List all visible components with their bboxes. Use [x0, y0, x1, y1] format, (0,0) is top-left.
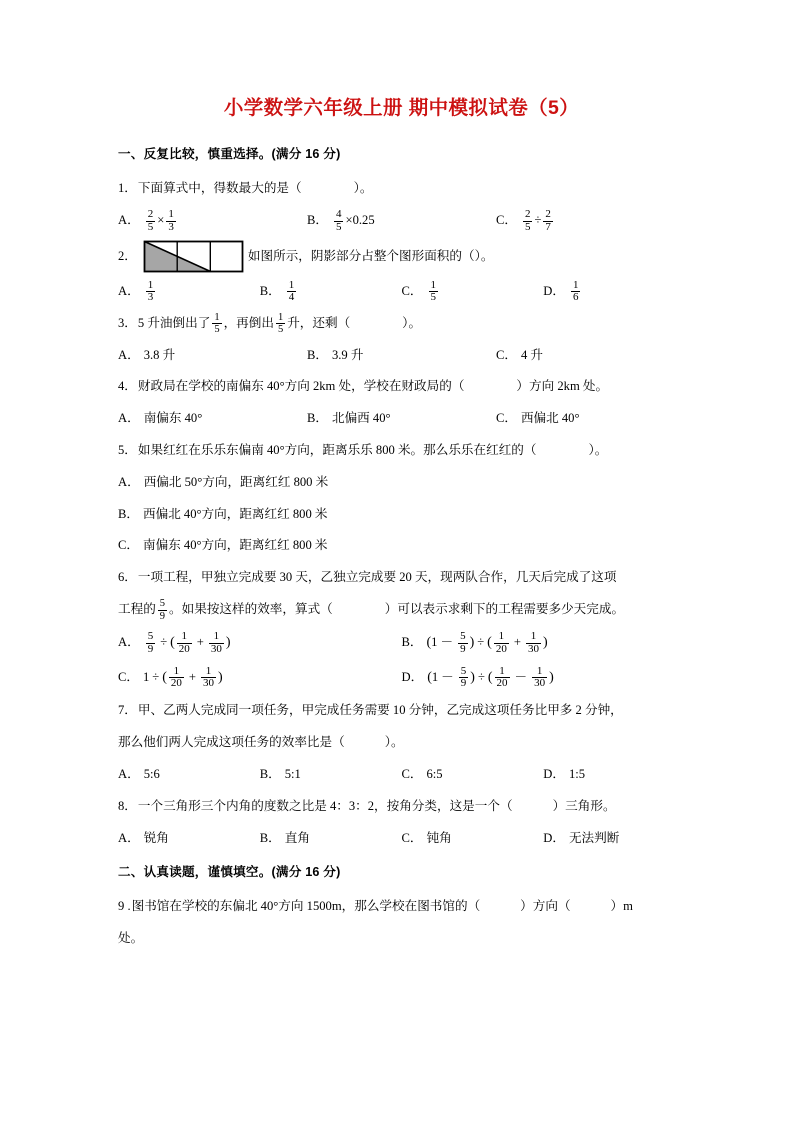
- option-text: 4 升: [520, 347, 543, 362]
- fraction: $\frac{1}{3}$: [168, 207, 174, 233]
- question-2-option-a[interactable]: [118, 279, 260, 305]
- option-label: D．: [543, 830, 565, 845]
- question-1-text-tail: ）。: [353, 181, 373, 196]
- open-paren: (: [487, 634, 492, 650]
- question-5-stem: [118, 438, 685, 464]
- option-b-expression: [332, 208, 375, 234]
- option-b-expression: [427, 629, 548, 658]
- option-label: C．: [118, 670, 139, 685]
- question-7-line-2-tail: ）。: [384, 735, 404, 750]
- question-6-option-b[interactable]: [402, 629, 686, 658]
- fraction: $\frac{1}{5}$: [214, 312, 220, 336]
- open-paren: (: [162, 669, 167, 685]
- option-text: 1:5: [568, 766, 586, 781]
- question-3-option-c[interactable]: [496, 343, 685, 369]
- option-label: A．: [118, 411, 140, 426]
- question-7-stem-line-1: [118, 698, 685, 724]
- fraction: $\frac{1}{5}$: [277, 312, 284, 336]
- fraction: $\frac{1}{4}$: [288, 278, 295, 304]
- question-7-option-c[interactable]: [402, 762, 544, 788]
- question-3-options: [118, 343, 685, 369]
- option-c-expression: [521, 208, 555, 234]
- question-9-line-1c: ）m: [610, 899, 633, 914]
- option-label: B．: [259, 283, 281, 298]
- option-label: B．: [259, 766, 281, 781]
- fraction: $\frac{1}{20}$: [495, 629, 507, 655]
- question-2-text: 如图所示，阴影部分占整个图形面积的（）。: [247, 248, 494, 263]
- question-2-stem: [118, 240, 685, 273]
- close-paren: ): [470, 669, 475, 685]
- option-text: 5:1: [284, 766, 301, 781]
- question-4-option-c[interactable]: [496, 406, 685, 432]
- option-label: B．: [259, 830, 281, 845]
- option-text: 5:6: [143, 766, 160, 781]
- option-text: 西偏北 40°方向，距离红红 800 米: [143, 506, 328, 521]
- question-7-options: [118, 762, 685, 788]
- question-3-option-b[interactable]: [307, 343, 496, 369]
- option-text: 北偏西 40°: [331, 411, 391, 426]
- question-7-option-a[interactable]: [118, 762, 260, 788]
- leading-one: 1: [431, 670, 439, 685]
- fraction: $\frac{1}{20}$: [496, 664, 508, 690]
- question-7-stem-line-2: [118, 730, 685, 756]
- option-text: 钝角: [426, 830, 452, 845]
- option-label: D．: [401, 670, 424, 685]
- option-c-expression: [143, 664, 223, 693]
- question-5-option-a[interactable]: [118, 470, 685, 496]
- fraction: $\frac{1}{20}$: [178, 629, 190, 655]
- question-1-option-c[interactable]: [496, 208, 685, 234]
- option-label: C．: [401, 766, 423, 781]
- question-6-line-2a: 工程的: [118, 602, 156, 617]
- close-paren: ): [542, 634, 548, 650]
- question-3-stem: [118, 311, 685, 337]
- question-7-option-d[interactable]: [543, 762, 685, 788]
- question-1-number: 1．: [118, 181, 137, 196]
- fraction: $\frac{2}{5}$: [147, 207, 154, 233]
- question-3-seg-b: ，再倒出: [223, 315, 274, 330]
- operator: ÷: [152, 670, 160, 685]
- question-6-options-row-1: [118, 629, 685, 658]
- fraction: $\frac{5}{9}$: [460, 629, 466, 655]
- question-8-option-a[interactable]: [118, 826, 260, 852]
- question-5-option-c[interactable]: [118, 533, 685, 559]
- option-label: D．: [543, 283, 565, 298]
- page-title: 小学数学六年级上册 期中模拟试卷（5）: [223, 97, 580, 119]
- decimal-value: 0.25: [352, 213, 375, 228]
- option-text: 南偏东 40°方向，距离红红 800 米: [143, 538, 328, 553]
- option-text: 南偏东 40°: [143, 411, 203, 426]
- operator: ÷: [160, 635, 168, 650]
- question-8-options: [118, 826, 685, 852]
- fraction: $\frac{1}{5}$: [430, 278, 436, 304]
- question-6-line-1: 一项工程，甲独立完成要 30 天，乙独立完成要 20 天，现两队合作，几天后完成了这项: [137, 570, 617, 585]
- question-8-stem: [118, 794, 685, 820]
- question-1-stem: [118, 176, 685, 202]
- option-label: C．: [495, 411, 517, 426]
- fraction: $\frac{2}{5}$: [524, 207, 531, 233]
- option-text: 直角: [284, 830, 310, 845]
- question-4-stem: [118, 374, 685, 400]
- question-2-options: [118, 279, 685, 305]
- shaded-triangle-rectangle-figure: [143, 240, 244, 273]
- question-2-option-c[interactable]: [402, 279, 544, 305]
- option-a-expression: [144, 629, 231, 658]
- section-heading-2: 二、认真读题，谨慎填空。(满分 16 分): [118, 865, 341, 880]
- question-1-text: 下面算式中，得数最大的是（: [137, 181, 302, 196]
- fraction: $\frac{1}{30}$: [527, 629, 539, 655]
- question-2-option-d[interactable]: [543, 279, 685, 305]
- question-4-option-a[interactable]: [118, 406, 307, 432]
- question-9-line-1a: 图书馆在学校的东偏北 40°方向 1500m，那么学校在图书馆的（: [131, 899, 481, 914]
- operator: －: [441, 670, 454, 685]
- option-text: 西偏北 40°: [520, 411, 580, 426]
- operator: ÷: [534, 213, 542, 228]
- operator: ÷: [477, 670, 485, 685]
- option-label: C．: [401, 830, 423, 845]
- question-9-number: 9 .: [118, 899, 131, 914]
- option-label: C．: [495, 213, 517, 228]
- operator: ÷: [477, 635, 485, 650]
- question-2-number: 2．: [118, 248, 137, 263]
- question-7-line-2: 那么他们两人完成这项任务的效率比是（: [118, 735, 345, 750]
- question-7-number: 7．: [118, 703, 137, 718]
- operator: +: [188, 670, 196, 685]
- question-8-number: 8．: [118, 798, 137, 813]
- fraction: $\frac{5}{9}$: [460, 664, 467, 690]
- option-label: B．: [306, 347, 328, 362]
- question-2-option-b[interactable]: [260, 279, 402, 305]
- question-5-text: 如果红红在乐乐东偏南 40°方向，距离乐乐 800 米。那么乐乐在红红的（: [137, 443, 537, 458]
- question-8-option-b[interactable]: [260, 826, 402, 852]
- option-label: B．: [306, 213, 328, 228]
- question-8-option-c[interactable]: [402, 826, 544, 852]
- operator: +: [196, 635, 204, 650]
- operator: +: [513, 635, 521, 650]
- question-6-option-a[interactable]: [118, 629, 402, 658]
- option-label: C．: [401, 283, 423, 298]
- fraction: $\frac{1}{3}$: [147, 278, 154, 304]
- option-label: C．: [495, 347, 517, 362]
- question-4-options: [118, 406, 685, 432]
- operator: －: [514, 670, 528, 685]
- option-label: A．: [118, 830, 140, 845]
- question-5-number: 5．: [118, 443, 137, 458]
- option-a-expression: [144, 208, 178, 234]
- option-text: 西偏北 50°方向，距离红红 800 米: [143, 474, 329, 489]
- question-4-number: 4．: [118, 379, 137, 394]
- fraction: $\frac{1}{30}$: [203, 664, 214, 690]
- option-label: C．: [118, 538, 139, 553]
- fraction: $\frac{1}{30}$: [534, 664, 546, 690]
- question-5-text-tail: ）。: [588, 443, 608, 458]
- operator: ×: [157, 213, 165, 228]
- option-label: A．: [118, 347, 140, 362]
- close-paren: ): [549, 669, 554, 685]
- fraction: $\frac{5}{9}$: [159, 598, 166, 622]
- question-8-text: 一个三角形三个内角的度数之比是 4：3：2，按角分类，这是一个（: [137, 798, 513, 813]
- question-9-stem-line-1: [118, 894, 685, 920]
- question-7-line-1: 甲、乙两人完成同一项任务，甲完成任务需要 10 分钟，乙完成这项任务比甲多 2 分钟，: [137, 703, 623, 718]
- question-4-text: 财政局在学校的南偏东 40°方向 2km 处，学校在财政局的（: [137, 379, 465, 394]
- fraction: $\frac{2}{7}$: [545, 207, 551, 233]
- option-label: A．: [118, 213, 140, 228]
- option-label: A．: [118, 635, 140, 650]
- option-label: B．: [401, 635, 423, 650]
- question-3-option-a[interactable]: [118, 343, 307, 369]
- question-9-stem-line-2: [118, 926, 685, 952]
- option-label: B．: [306, 411, 328, 426]
- close-paren: ): [218, 669, 223, 685]
- question-6-stem-line-1: [118, 565, 685, 591]
- close-paren: ): [469, 634, 475, 650]
- question-3-number: 3．: [118, 315, 137, 330]
- open-paren: (: [487, 669, 493, 685]
- question-1-options: [118, 208, 685, 234]
- question-6-stem-line-2: [118, 597, 685, 623]
- question-3-seg-a: 5 升油倒出了: [137, 315, 211, 330]
- question-3-seg-c: 升，还剩（: [287, 315, 351, 330]
- option-text: 无法判断: [568, 830, 620, 845]
- question-6-option-d[interactable]: [402, 664, 686, 693]
- question-4-option-b[interactable]: [307, 406, 496, 432]
- option-text: 锐角: [143, 830, 169, 845]
- question-3-seg-d: ）。: [402, 315, 422, 330]
- question-8-text-tail: ）三角形。: [552, 798, 616, 813]
- close-paren: ): [225, 634, 231, 650]
- option-label: A．: [118, 766, 140, 781]
- question-8-option-d[interactable]: [543, 826, 685, 852]
- section-heading-1: 一、反复比较，慎重选择。(满分 16 分): [118, 147, 341, 162]
- open-paren: (: [427, 669, 432, 685]
- option-label: A．: [118, 474, 140, 489]
- option-text: 3.9 升: [331, 347, 364, 362]
- question-6-line-2c: ）可以表示求剩下的工程需要多少天完成。: [384, 602, 625, 617]
- option-label: A．: [118, 283, 140, 298]
- question-6-option-c[interactable]: [118, 664, 402, 693]
- option-label: B．: [118, 506, 139, 521]
- question-4-text-tail: ）方向 2km 处。: [516, 379, 609, 394]
- fraction: $\frac{1}{30}$: [210, 629, 222, 655]
- operator: －: [440, 635, 454, 650]
- question-1-option-a[interactable]: [118, 208, 307, 234]
- question-6-options-row-2: [118, 664, 685, 693]
- question-1-option-b[interactable]: [307, 208, 496, 234]
- question-7-option-b[interactable]: [260, 762, 402, 788]
- operator: ×: [345, 213, 353, 228]
- question-9-line-2: 处。: [118, 931, 144, 946]
- open-paren: (: [170, 634, 175, 650]
- question-6-line-2b: 。如果按这样的效率，算式（: [169, 602, 333, 617]
- fraction: $\frac{5}{9}$: [147, 629, 154, 655]
- option-label: D．: [543, 766, 565, 781]
- fraction: $\frac{1}{20}$: [170, 664, 182, 690]
- fraction: $\frac{4}{5}$: [335, 207, 342, 233]
- fraction: $\frac{1}{6}$: [572, 278, 579, 304]
- leading-one: 1: [431, 635, 438, 650]
- option-text: 6:5: [426, 766, 443, 781]
- open-paren: (: [426, 634, 432, 650]
- leading-one: 1: [143, 670, 150, 685]
- question-6-number: 6．: [118, 570, 137, 585]
- option-text: 3.8 升: [143, 347, 176, 362]
- option-d-expression: [427, 664, 554, 693]
- question-9-line-1b: ）方向（: [520, 899, 571, 914]
- question-5-option-b[interactable]: [118, 502, 685, 528]
